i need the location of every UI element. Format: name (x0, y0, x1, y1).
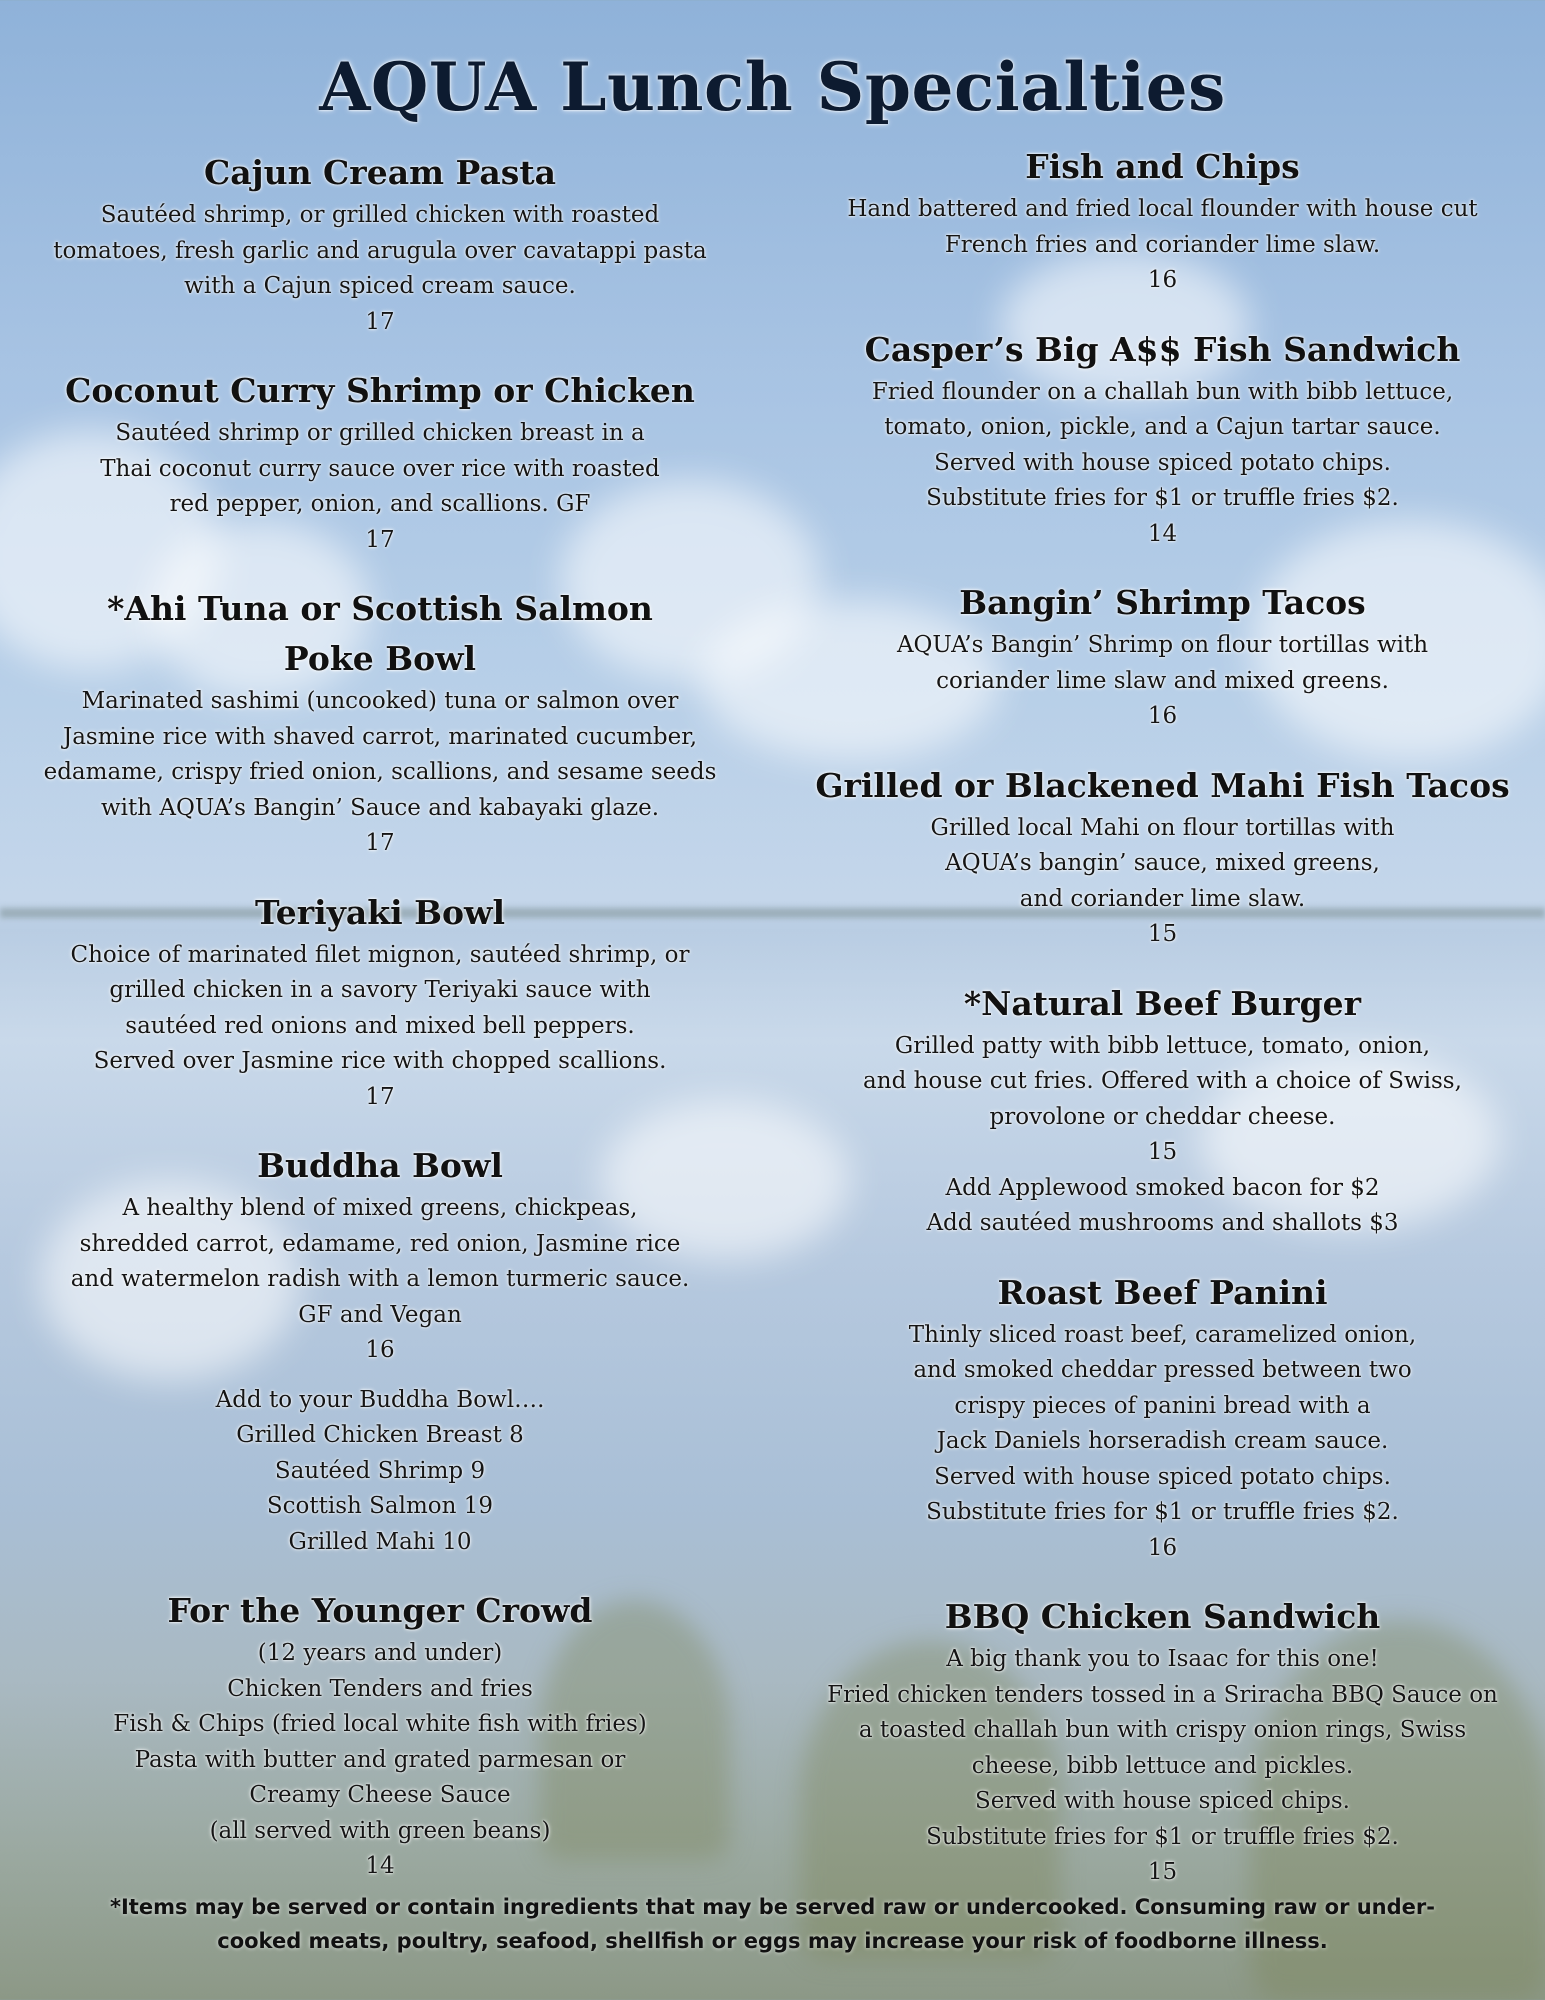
menu-item-description: Jack Daniels horseradish cream sauce. (936, 1428, 1389, 1454)
menu-item-description: tomatoes, fresh garlic and arugula over cavatappi pasta (53, 237, 707, 264)
menu-item-description: 16 (1147, 703, 1178, 729)
menu-item (30, 366, 730, 558)
menu-item-description: Hand battered and fried local flounder with house cut (847, 196, 1478, 222)
menu-item (30, 148, 730, 340)
menu-item-description: edamame, crispy fried onion, scallions, and sesame seeds (43, 759, 717, 785)
menu-item-description: Grilled local Mahi on flour tortillas with (930, 814, 1395, 841)
menu-item-name: *Ahi Tuna or Scottish Salmon (107, 589, 653, 628)
menu-item-description: Fried flounder on a challah bun with bibb lettuce, (871, 378, 1454, 405)
menu-item-name: Casper’s Big A$$ Fish Sandwich (864, 329, 1461, 369)
menu-item-description: Substitute fries for $1 or truffle fries $2. (926, 485, 1399, 511)
menu-item-description: GF and Vegan (298, 1301, 462, 1328)
menu-item-description: Sautéed shrimp or grilled chicken breast in a (115, 420, 645, 446)
menu-item-description: sautéed red onions and mixed bell peppers. (125, 1012, 635, 1039)
menu-item-name: For the Younger Crowd (167, 1591, 593, 1630)
menu-item-description: 16 (1147, 267, 1178, 293)
menu-item-description: Thinly sliced roast beef, caramelized onion, (908, 1321, 1417, 1348)
menu-item-description: 16 (1147, 1534, 1178, 1561)
menu-item-description: and coriander lime slaw. (1019, 885, 1306, 912)
menu-item-description: Sautéed shrimp, or grilled chicken with roasted (100, 202, 660, 228)
menu-item-description: Add sautéed mushrooms and shallots $3 (926, 1210, 1399, 1236)
menu-item-description: Thai coconut curry sauce over rice with roasted (100, 455, 660, 482)
disclaimer-line: cooked meats, poultry, seafood, shellfish or eggs may increase your risk of foodborne illness. (217, 1929, 1328, 1953)
menu-item-addon: Add to your Buddha Bowl…. (215, 1386, 545, 1413)
menu-item-description: Served with house spiced potato chips. (934, 449, 1391, 476)
menu-item-description: Chicken Tenders and fries (227, 1675, 533, 1702)
menu-item-description: A big thank you to Isaac for this one! (946, 1646, 1379, 1672)
menu-item-description: 15 (1147, 1139, 1178, 1165)
menu-item-description: Creamy Cheese Sauce (249, 1782, 511, 1808)
disclaimer-line: *Items may be served or contain ingredients that may be served raw or undercooked. Consuming raw or under- (110, 1895, 1435, 1919)
menu-item-description: AQUA’s bangin’ sauce, mixed greens, (945, 850, 1380, 876)
menu-item-description: Substitute fries for $1 or truffle fries $2. (926, 1499, 1399, 1525)
menu-item (805, 1592, 1520, 1891)
menu-item-description: red pepper, onion, and scallions. GF (169, 491, 591, 517)
menu-item-addon: Scottish Salmon 19 (266, 1493, 494, 1519)
menu-item-description: 15 (1147, 1859, 1178, 1885)
menu-item-description: cheese, bibb lettuce and pickles. (971, 1752, 1354, 1779)
menu-item-description: 16 (365, 1337, 395, 1363)
menu-item (30, 584, 730, 862)
menu-item-description: Served with house spiced potato chips. (934, 1463, 1391, 1490)
menu-item-description: Pasta with butter and grated parmesan or (134, 1746, 626, 1773)
menu-item-description: and watermelon radish with a lemon turmeric sauce. (70, 1266, 690, 1292)
menu-item-description: Served over Jasmine rice with chopped scallions. (93, 1048, 667, 1074)
menu-item-description: Served with house spiced chips. (975, 1788, 1350, 1814)
menu-item-description: 17 (365, 308, 395, 335)
menu-item-description: Choice of marinated filet mignon, sautéed shrimp, or (70, 941, 690, 968)
menu-item (30, 888, 730, 1116)
menu-item-name: Cajun Cream Pasta (203, 153, 556, 192)
menu-item-name: Bangin’ Shrimp Tacos (959, 583, 1366, 622)
menu-item-description: Grilled patty with bibb lettuce, tomato, onion, (894, 1032, 1431, 1059)
menu-item (805, 325, 1520, 553)
menu-item-description: tomato, onion, pickle, and a Cajun tartar sauce. (884, 414, 1441, 440)
menu-item-description: Fried chicken tenders tossed in a Sriracha BBQ Sauce on (827, 1681, 1498, 1708)
menu-item-addon: Grilled Chicken Breast 8 (236, 1422, 524, 1448)
menu-item-description: Add Applewood smoked bacon for $2 (945, 1174, 1380, 1201)
menu-item-description: Substitute fries for $1 or truffle fries $2. (926, 1823, 1399, 1850)
menu-item-name: Coconut Curry Shrimp or Chicken (65, 371, 695, 410)
menu-item-name: Poke Bowl (283, 639, 477, 678)
menu-item-name: Grilled or Blackened Mahi Fish Tacos (815, 765, 1510, 805)
menu-item-name: *Natural Beef Burger (963, 983, 1362, 1023)
menu-item-description: Fish & Chips (fried local white fish with fries) (113, 1711, 647, 1737)
left-menu-column (30, 148, 730, 1911)
menu-item (30, 1586, 730, 1885)
menu-item-description: shredded carrot, edamame, red onion, Jasmine rice (79, 1230, 681, 1257)
menu-item-description: Jasmine rice with shaved carrot, marinated cucumber, (62, 723, 698, 750)
menu-item (805, 1268, 1520, 1567)
menu-item-description: crispy pieces of panini bread with a (954, 1392, 1371, 1419)
menu-item-addon: Grilled Mahi 10 (288, 1528, 472, 1555)
spacer (30, 1369, 730, 1383)
menu-item-name: Roast Beef Panini (997, 1272, 1328, 1312)
menu-item (805, 578, 1520, 735)
menu-item-description: A healthy blend of mixed greens, chickpeas, (122, 1195, 638, 1221)
raw-food-disclaimer (60, 1890, 1485, 1958)
menu-item-description: 14 (365, 1853, 395, 1879)
menu-title: AQUA Lunch Specialties (319, 48, 1226, 126)
menu-item-description: with a Cajun spiced cream sauce. (184, 273, 576, 299)
menu-item-description: provolone or cheddar cheese. (989, 1103, 1336, 1130)
menu-item-description: (12 years and under) (257, 1640, 503, 1666)
menu-item (805, 761, 1520, 953)
menu-item-description: 14 (1147, 520, 1178, 547)
menu-item-addon: Sautéed Shrimp 9 (274, 1457, 486, 1484)
menu-item-description: 17 (365, 830, 395, 856)
menu-item-description: 15 (1147, 921, 1178, 947)
menu-item-description: a toasted challah bun with crispy onion rings, Swiss (858, 1717, 1467, 1743)
menu-item (30, 1141, 730, 1560)
right-menu-column (805, 142, 1520, 1917)
menu-item-description: grilled chicken in a savory Teriyaki sauce with (109, 977, 651, 1003)
menu-item (805, 142, 1520, 299)
menu-item-description: with AQUA’s Bangin’ Sauce and kabayaki glaze. (100, 794, 660, 821)
menu-item-description: and house cut fries. Offered with a choice of Swiss, (863, 1068, 1462, 1094)
menu-item-description: coriander lime slaw and mixed greens. (936, 667, 1389, 694)
menu-item-description: and smoked cheddar pressed between two (913, 1357, 1412, 1383)
menu-item-description: French fries and coriander lime slaw. (944, 231, 1381, 258)
menu-item (805, 979, 1520, 1242)
menu-item-description: 17 (365, 1083, 395, 1110)
menu-item-name: Fish and Chips (1025, 147, 1300, 186)
menu-item-name: Buddha Bowl (257, 1146, 503, 1185)
menu-item-name: BBQ Chicken Sandwich (944, 1597, 1381, 1636)
menu-item-description: (all served with green beans) (209, 1817, 551, 1844)
menu-item-description: AQUA’s Bangin’ Shrimp on flour tortillas with (896, 632, 1429, 658)
menu-item-description: Marinated sashimi (uncooked) tuna or salmon over (81, 688, 679, 714)
menu-item-name: Teriyaki Bowl (255, 892, 505, 932)
menu-item-description: 17 (365, 526, 395, 553)
